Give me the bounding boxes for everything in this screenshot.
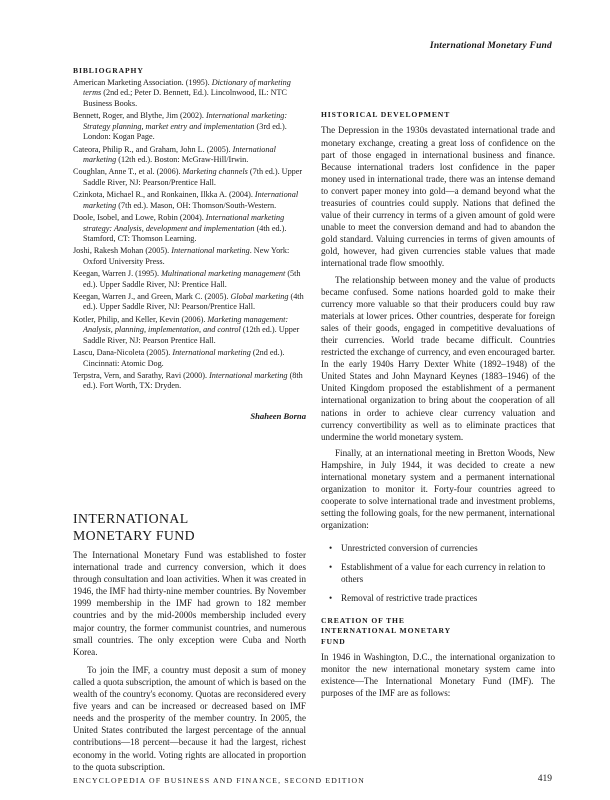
bibliography-list	[73, 78, 306, 392]
list-item: • Removal of restrictive trade practices	[329, 592, 555, 604]
historical-paragraph: Finally, at an international meeting in Bretton Woods, New Hampshire, in July 1944, it was decided to create a new international monetary system and a permanent international organization to monitor it. Forty-four countries agreed to cooperate to solve international trade and investment problems, setting the following goals, for the new permanent, international organization:	[321, 447, 555, 531]
bibliography-entry: American Marketing Association. (1995). Dictionary of marketing terms (2nd ed.; Peter D. Bennett, Ed.). Lincolnwood, IL: NTC Business Books.	[73, 77, 291, 109]
quota-paragraph: To join the IMF, a country must deposit a sum of money called a quota subscription, the amount of which is based on the wealth of the country's economy. Quotas are reconsidered every five years and can be increased or decreased based on IMF needs and the prosperity of the member country. In 2005, the United States contributed the largest percentage of the annual contributions—18 percent—because it had the largest, richest economy in the world. Voting rights are allocated in proportion to the quota subscription.	[73, 664, 306, 772]
page-number: 419	[537, 774, 552, 784]
historical-paragraph: The relationship between money and the value of products became confused. Some nations hoarded gold to make their currency more valuable so that their producers could buy raw materials at lower prices. Other countries, desperate for foreign sales of their goods, engaged in competitive devaluations of their currencies. World trade became difficult. Countries restricted the exchange of currency, and even encouraged barter. In the early 1940s Harry Dexter White (1892–1948) of the United States and John Maynard Keynes (1883–1946) of the United Kingdom proposed the establishment of a permanent international organization to bring about the cooperation of all nations in order to achieve clear currency valuation and currency convertibility as well as to eliminate practices that undermine the world monetary system.	[321, 274, 555, 442]
bibliography-entry: Coughlan, Anne T., et al. (2006). Marketing channels (7th ed.). Upper Saddle River, NJ: Pearson/Prentice Hall.	[73, 167, 303, 187]
creation-heading: CREATION OF THE INTERNATIONAL MONETARY FUND	[321, 615, 452, 646]
list-item: • Establishment of a value for each currency in relation to others	[329, 561, 555, 585]
bibliography-entry: Keegan, Warren J., and Green, Mark C. (2005). Global marketing (4th ed.). Upper Saddle River, NJ: Pearson/Prentice Hall.	[73, 291, 304, 312]
bibliography-heading: BIBLIOGRAPHY	[73, 66, 144, 75]
historical-heading: HISTORICAL DEVELOPMENT	[321, 110, 451, 119]
running-head: International Monetary Fund	[429, 41, 552, 51]
intro-paragraph: The International Monetary Fund was established to foster international trade and currency conversion, which it does through consultation and loan activities. When it was created in 1946, the IMF had thirty-nine member countries. By November 1999 membership in the IMF had grown to 182 member countries and by the mid-2000s membership included every major country, the former communist countries, and numerous small countries. The only exception were Cuba and North Korea.	[73, 550, 306, 657]
article-title	[73, 511, 306, 544]
bibliography-entry: Keegan, Warren J. (1995). Multinational marketing management (5th ed.). Upper Saddle River, NJ: Prentice Hall.	[73, 269, 301, 289]
bibliography-entry: Bennett, Roger, and Blythe, Jim (2002). International marketing: Strategy planning, market entry and implementation (3rd ed.). London: Kogan Page.	[73, 111, 288, 142]
article-title-line: MONETARY FUND	[73, 527, 196, 543]
goals-list	[321, 542, 555, 604]
right-column-content	[321, 110, 555, 699]
creation-paragraph: In 1946 in Washington, D.C., the international organization to monitor the new international monetary system came into existence—The International Monetary Fund (IMF). The purposes of the IMF are as follows:	[321, 652, 555, 699]
bibliography-entry: Doole, Isobel, and Lowe, Robin (2004). International marketing strategy: Analysis, development and implementation (4th ed.). Stamford, CT: Thomson Learning.	[73, 212, 287, 244]
bibliography-entry: Czinkota, Michael R., and Ronkainen, Ilkka A. (2004). International marketing (7th ed.). Mason, OH: Thomson/South-Western.	[73, 190, 299, 210]
historical-paragraph: The Depression in the 1930s devastated international trade and monetary exchange, creating a great loss of confidence on the part of those engaged in international business and finance. Because international traders lost confidence in the paper money used in international trade, there was an intense demand to convert paper money into gold—a demand beyond what the treasuries of countries could supply. Nations that defined the value of their currency in terms of a given amount of gold were unable to meet the conversion demand and had to abandon the gold standard. Valuing currencies in terms of given amounts of gold, however, had given currencies stable values that made international trade flow smoothly.	[321, 125, 555, 269]
bibliography-entry: Cateora, Philip R., and Graham, John L. (2005). International marketing (12th ed.). Boston: McGraw-Hill/Irwin.	[73, 144, 276, 165]
bibliography-entry: Terpstra, Vern, and Sarathy, Ravi (2000). International marketing (8th ed.). Fort Worth, TX: Dryden.	[73, 370, 303, 391]
bibliography-entry: Kotler, Philip, and Keller, Kevin (2006). Marketing management: Analysis, planning, implementation, and control (12th ed.). Upper Saddle River, NJ: Pearson Prentice Hall.	[73, 314, 300, 345]
footer-text: ENCYCLOPEDIA OF BUSINESS AND FINANCE, SECOND EDITION	[73, 776, 365, 785]
list-item: • Unrestricted conversion of currencies	[329, 542, 555, 554]
bibliography-entry: Lascu, Dana-Nicoleta (2005). International marketing (2nd ed.). Cincinnati: Atomic Dog.	[73, 348, 285, 368]
author-signature: Shaheen Borna	[250, 411, 306, 422]
left-column	[73, 66, 306, 773]
bibliography-entry: Joshi, Rakesh Mohan (2005). International marketing. New York: Oxford University Press.	[73, 246, 290, 266]
article-title-line: INTERNATIONAL	[73, 511, 189, 527]
